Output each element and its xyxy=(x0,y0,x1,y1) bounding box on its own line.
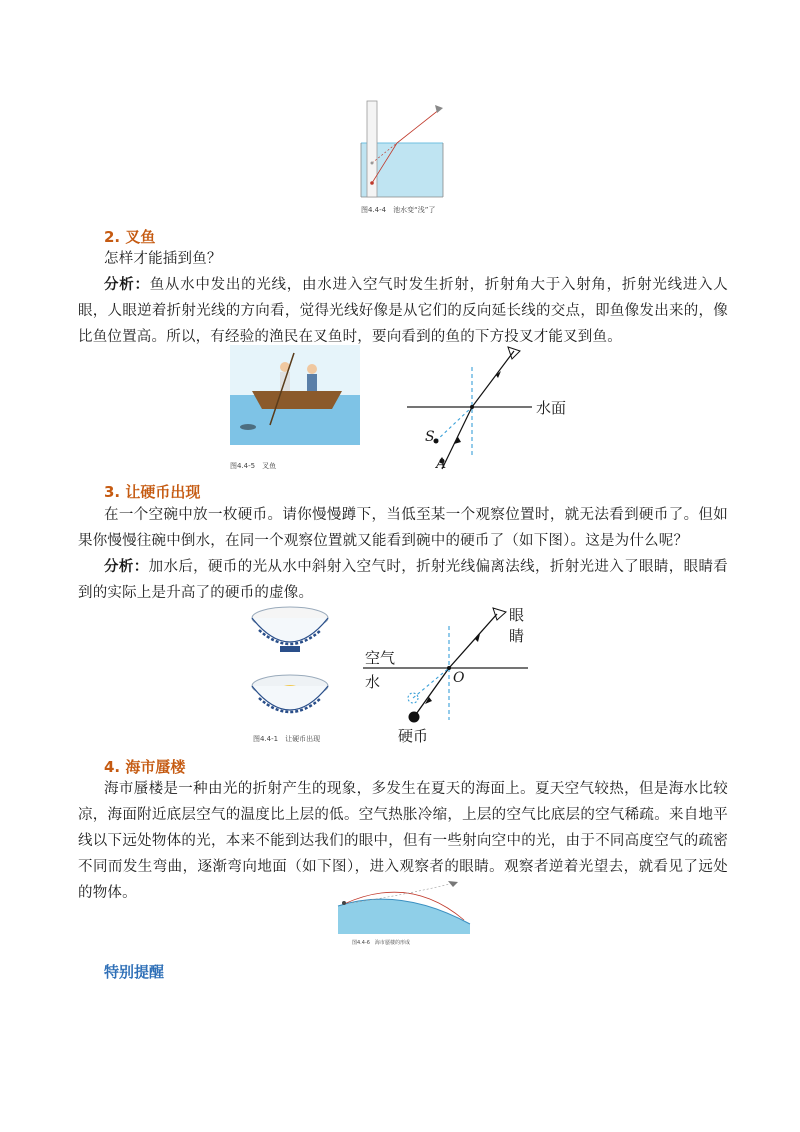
question-text: 怎样才能插到鱼？ xyxy=(104,251,222,267)
label-point-o: O xyxy=(453,670,465,686)
label-image-s: S xyxy=(425,429,435,445)
section-text: 在一个空碗中放一枚硬币。请你慢慢蹲下，当低至某一个观察位置时，就无法看到硬币了。但如果你慢慢往碗中倒水，在同一个观察位置就又能看到碗中的硬币了（如下图）。这是为什么呢？ xyxy=(78,507,728,549)
section-text: 海市蜃楼是一种由光的折射产生的现象，多发生在夏天的海面上。夏天空气较热，但是海水比较凉，海面附近底层空气的温度比上层的低。空气热胀冷缩，上层的空气比底层的空气稀疏。来自地平线以下远处物体的光，本来不能到达我们的眼中，但有一些射向空中的光，由于不同高度空气的疏密不同而发生弯曲，逐渐弯向地面（如下图），进入观察者的眼睛。观察者逆着光望去，就看见了远处的物体。 xyxy=(78,781,728,901)
figure-pool-shallow xyxy=(355,95,450,220)
label-object-a: A xyxy=(436,456,447,472)
figure-caption: 图4.4-5 叉鱼 xyxy=(230,462,277,470)
label-air: 空气 xyxy=(365,649,396,667)
fishing-boat-illustration xyxy=(230,345,360,445)
pool-diagram xyxy=(355,95,450,205)
section-heading-spear-fish: 2. 叉鱼 xyxy=(104,228,156,246)
figure-caption: 图4.4-4 池水变“浅”了 xyxy=(361,206,436,214)
section-heading-reminder: 特别提醒 xyxy=(104,963,165,981)
figure-caption: 图4.4-1 让硬币出现 xyxy=(253,735,321,743)
section-heading-mirage: 4. 海市蜃楼 xyxy=(104,758,186,776)
figure-mirage xyxy=(330,876,475,948)
analysis-text: 鱼从水中发出的光线，由水进入空气时发生折射，折射角大于入射角，折射光线进入人眼，人眼逆着折射光线的方向看，觉得光线好像是从它们的反向延长线的交点，即鱼像发出来的，像比鱼位置高。所以，有经验的渔民在叉鱼时，要向看到的鱼的下方投叉才能叉到鱼。 xyxy=(78,277,728,345)
label-water-surface: 水面 xyxy=(536,399,567,417)
figure-caption: 图4.4-6 海市蜃楼的形成 xyxy=(352,940,410,946)
label-coin: 硬币 xyxy=(398,727,429,745)
mirage-diagram xyxy=(330,876,475,938)
label-eye: 眼睛 xyxy=(509,606,525,645)
section-heading-coin: 3. 让硬币出现 xyxy=(104,483,201,501)
figure-spear-fish xyxy=(230,345,590,475)
figure-coin-appears xyxy=(245,598,535,750)
label-water: 水 xyxy=(365,673,381,691)
analysis-text: 加水后，硬币的光从水中斜射入空气时，折射光线偏离法线，折射光进入了眼睛，眼睛看到的实际上是升高了的硬币的虚像。 xyxy=(78,559,729,601)
analysis-label: 分析： xyxy=(104,559,149,575)
analysis-label: 分析： xyxy=(104,277,150,293)
analysis-paragraph xyxy=(78,272,728,350)
bowl-photos xyxy=(245,598,335,728)
